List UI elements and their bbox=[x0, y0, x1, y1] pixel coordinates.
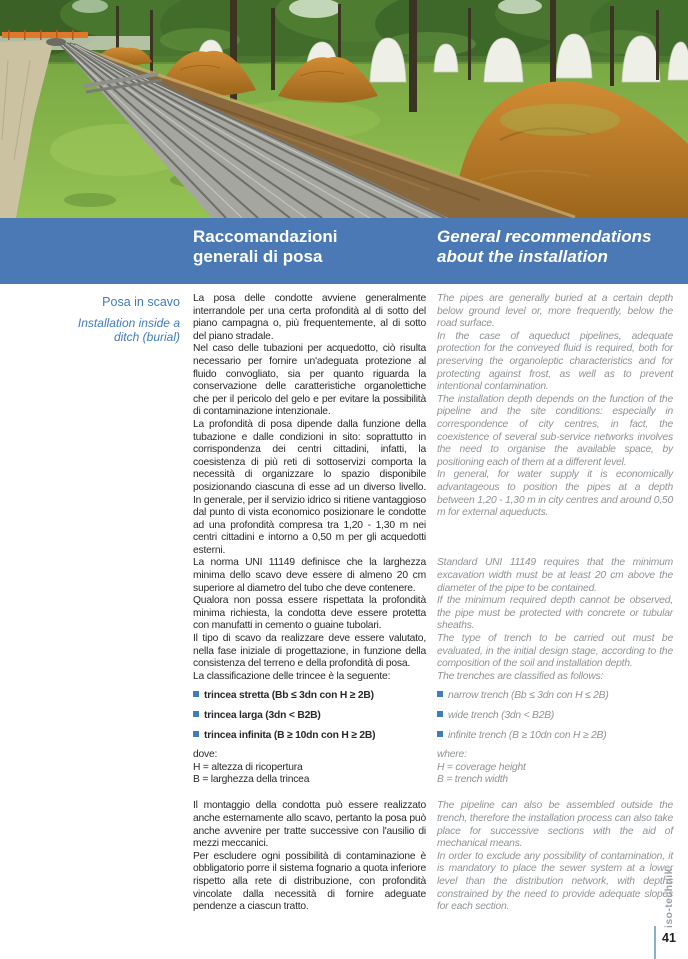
bullet-square-icon bbox=[193, 731, 199, 737]
paragraph-en: In order to exclude any possibility of contamination, it is mandatory to place the sewer system at a lower level than the distribution network, with depths constrained by the need to provide adequate slopes for each section. bbox=[437, 850, 673, 913]
paragraph-en: The trenches are classified as follows: bbox=[437, 670, 604, 682]
paragraph-it: La profondità di posa dipende dalla funzione della tubazione e dalle condizioni in sito: soprattutto in corrispondenza dei centri cittadini, infatti, la coesistenza di più reti di sottoservizi comporta la necessità di organizzare lo spazio disponibile posizionando ciascuna di esse ad un diverso livello. In generale, per il servizio idrico si ritiene vantaggioso dal punto di vista economico posizionare le condotte ad una profondità compresa tra 1,20 - 1,30 m nei centri cittadini e intorno a 0,50 m per gli acquedotti esterni. bbox=[193, 418, 426, 556]
paragraph-en: The installation depth depends on the function of the pipeline and the site conditions: especially in correspondence of city centres, in fact, the coexistence of several sub-service networks involves the need to organise the available space, by positioning each of them at a different level. bbox=[437, 393, 673, 468]
bullet-item bbox=[193, 710, 426, 723]
paragraph-it: La classificazione delle trincee è la seguente: bbox=[193, 670, 391, 682]
paragraph-en: The pipes are generally buried at a certain depth below ground level or, more frequently, below the road surface. bbox=[437, 293, 673, 330]
brand-logo-vertical: iso-technik bbox=[663, 868, 675, 928]
column-italian-block3 bbox=[193, 800, 426, 913]
paragraph-en: If the minimum required depth cannot be observed, the pipe must be protected with concrete or tubular sheaths. bbox=[437, 595, 673, 632]
bullet-item bbox=[193, 730, 426, 743]
bullet-label: trincea larga (3dn < B2B) bbox=[204, 710, 321, 721]
paragraph-en: The pipeline can also be assembled outside the trench, therefore the installation process can also take place for successive sections with the aid of mechanical means. bbox=[437, 800, 673, 850]
page-number-rule bbox=[654, 926, 656, 959]
paragraph-en: Standard UNI 11149 requires that the minimum excavation width must be at least 20 cm above the diameter of the pipe to be contained. bbox=[437, 557, 673, 594]
where-line: H = coverage height bbox=[437, 761, 526, 773]
bullet-label: narrow trench (Bb ≤ 3dn con H ≤ 2B) bbox=[448, 690, 609, 702]
paragraph-en: In general, for water supply it is economically advantageous to position the pipes at a depth between 1,20 - 1,30 m in city centres and around 0,50 m for external aqueducts. bbox=[437, 469, 673, 519]
where-line: H = altezza di ricopertura bbox=[193, 761, 303, 773]
paragraph-en: The type of trench to be carried out must be evaluated, in the initial design stage, according to the composition of the soil and installation depth. bbox=[437, 633, 673, 670]
bullet-item bbox=[193, 690, 426, 703]
section-label-block bbox=[56, 295, 180, 344]
page-title-english: General recommendations about the installation bbox=[437, 227, 652, 266]
section-label-italian: Posa in scavo bbox=[102, 295, 180, 309]
column-english-block3 bbox=[437, 800, 673, 913]
page-title-italian: Raccomandazioni generali di posa bbox=[193, 227, 338, 266]
column-english-block2 bbox=[437, 557, 673, 800]
header-band bbox=[0, 218, 688, 284]
page-number: 41 bbox=[662, 931, 676, 945]
paragraph-it: La posa delle condotte avviene generalmente interrandole per una certa profondità al di sotto del piano campagna o, più frequentemente, al di sotto del piano stradale. bbox=[193, 293, 426, 342]
installation-photo bbox=[0, 0, 688, 218]
content-grid bbox=[193, 293, 673, 914]
bullet-square-icon bbox=[437, 731, 443, 737]
bullet-square-icon bbox=[193, 691, 199, 697]
trench-photo-illustration bbox=[0, 0, 688, 218]
bullet-square-icon bbox=[437, 691, 443, 697]
section-label-english: Installation inside a ditch (burial) bbox=[77, 316, 180, 344]
bullet-label: wide trench (3dn < B2B) bbox=[448, 710, 555, 721]
paragraph-en: In the case of aqueduct pipelines, adequate protection for the conveyed fluid is required, both for preserving the organoleptic characteristics and for protecting against frost, as well as to prevent intentional contamination. bbox=[437, 330, 673, 393]
paragraph-it: La norma UNI 11149 definisce che la larghezza minima dello scavo deve essere di almeno 20 cm superiore al diametro del tubo che deve contenere. bbox=[193, 557, 426, 594]
bullet-item bbox=[437, 710, 673, 723]
bullet-square-icon bbox=[437, 711, 443, 717]
where-line: B = trench width bbox=[437, 774, 508, 786]
where-line: B = larghezza della trincea bbox=[193, 774, 310, 786]
bullet-square-icon bbox=[193, 711, 199, 717]
where-line: where: bbox=[437, 749, 467, 761]
bullet-item bbox=[437, 690, 673, 703]
paragraph-it: Per escludere ogni possibilità di contaminazione è obbligatorio porre il sistema fognario a quota inferiore rispetto alla rete di distribuzione, con profondità vincolate dalla necessità di fornire adeguate pendenze a ciascun tratto. bbox=[193, 850, 426, 913]
column-english-block1 bbox=[437, 293, 673, 557]
where-line: dove: bbox=[193, 749, 218, 761]
bullet-label: trincea stretta (Bb ≤ 3dn con H ≥ 2B) bbox=[204, 690, 374, 702]
bullet-label: trincea infinita (B ≥ 10dn con H ≥ 2B) bbox=[204, 729, 376, 741]
paragraph-it: Il tipo di scavo da realizzare deve essere valutato, nella fase iniziale di progettazione, in funzione della consistenza del terreno e della profondità di posa. bbox=[193, 633, 426, 670]
safety-fence bbox=[2, 32, 88, 38]
column-italian-block1 bbox=[193, 293, 426, 557]
paragraph-it: Qualora non possa essere rispettata la profondità minima richiesta, la condotta deve essere protetta con manufatti in cemento o guaine tubolari. bbox=[193, 595, 426, 632]
paragraph-it: Il montaggio della condotta può essere realizzato anche esternamente allo scavo, pertanto la posa può anche avvenire per tratte successive con l'ausilio di mezzi meccanici. bbox=[193, 800, 426, 850]
bullet-label: infinite trench (B ≥ 10dn con H ≥ 2B) bbox=[448, 729, 607, 741]
column-italian-block2 bbox=[193, 557, 426, 800]
paragraph-it: Nel caso delle tubazioni per acquedotto, ciò risulta necessario per fornire un'adeguata protezione al fluido convogliato, sia per quanto riguarda la conservazione delle caratteristiche organolettiche che per il pericolo del gelo e per evitare la possibilità di contaminazione intenzionale. bbox=[193, 343, 426, 418]
bullet-item bbox=[437, 730, 673, 743]
